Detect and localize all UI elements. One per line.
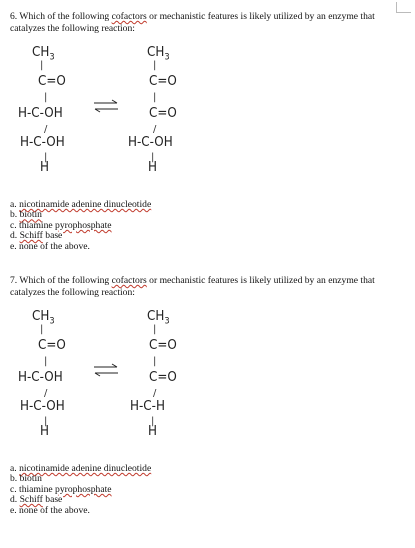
bond: | <box>153 356 157 367</box>
option-b[interactable]: b. biotin <box>10 209 42 221</box>
reactant-h: H <box>40 160 49 175</box>
reactant-hcoh-2: H-C-OH <box>20 399 65 414</box>
question-6-reaction <box>0 42 415 202</box>
option-a[interactable]: a. nicotinamide adenine dinucleotide <box>10 199 152 210</box>
reactant-ch3: $CH_3$ <box>32 309 55 327</box>
product-carbonyl-2: C=O <box>149 106 177 121</box>
option-a[interactable]: a. nicotinamide adenine dinucleotide <box>10 463 152 474</box>
option-c[interactable]: c. thiamine pyrophosphate <box>10 219 112 231</box>
bond: | <box>153 324 157 335</box>
product-hcoh: H-C-OH <box>128 135 173 150</box>
product-carbonyl-1: C=O <box>149 74 177 89</box>
reactant-ch3: $CH_3$ <box>32 45 55 63</box>
bond: / <box>44 388 48 399</box>
reactant-carbonyl: C=O <box>38 338 66 353</box>
option-b[interactable]: b. biotin <box>10 473 42 485</box>
question-7-options <box>10 464 405 516</box>
question-7-reaction <box>0 306 415 466</box>
bond: | <box>44 356 48 367</box>
stem-text: or mechanistic features is likely utilized by an enzyme that catalyzes the following reaction: <box>10 275 375 298</box>
product-carbonyl-1: C=O <box>149 338 177 353</box>
bond: | <box>153 92 157 103</box>
bond: | <box>44 152 48 163</box>
spellcheck-word: cofactors <box>111 275 147 286</box>
product-hch: H-C-H <box>130 399 165 414</box>
bond: | <box>44 416 48 427</box>
bond: / <box>44 124 48 135</box>
stem-text: 6. Which of the following <box>10 11 112 22</box>
equilibrium-arrow-icon <box>93 363 119 377</box>
question-6-stem <box>10 11 405 35</box>
bond: | <box>40 60 44 71</box>
product-h: H <box>148 424 157 439</box>
product-ch3: $CH_3$ <box>147 309 170 327</box>
bond: | <box>151 416 155 427</box>
bond: | <box>151 152 155 163</box>
bond: | <box>153 60 157 71</box>
stem-text: 7. Which of the following <box>10 275 112 286</box>
bond: / <box>153 124 157 135</box>
product-h: H <box>148 160 157 175</box>
option-c[interactable]: c. thiamine pyrophosphate <box>10 483 112 495</box>
bond: / <box>153 388 157 399</box>
option-d[interactable]: d. Schiff base <box>10 494 63 506</box>
option-e[interactable]: e. none of the above. <box>10 504 90 516</box>
reactant-hcoh-2: H-C-OH <box>20 135 65 150</box>
option-e[interactable]: e. none of the above. <box>10 240 90 252</box>
product-ch3: $CH_3$ <box>147 45 170 63</box>
stem-text: or mechanistic features is likely utilized by an enzyme that catalyzes the following reaction: <box>10 11 375 34</box>
option-d[interactable]: d. Schiff base <box>10 230 63 242</box>
reactant-hcoh-1: H-C-OH <box>18 370 63 385</box>
question-6-options <box>10 200 405 252</box>
reactant-hcoh-1: H-C-OH <box>18 106 63 121</box>
bond: | <box>44 92 48 103</box>
question-7-stem <box>10 275 405 299</box>
reactant-h: H <box>40 424 49 439</box>
bond: | <box>40 324 44 335</box>
product-carbonyl-2: C=O <box>149 370 177 385</box>
reactant-carbonyl: C=O <box>38 74 66 89</box>
equilibrium-arrow-icon <box>93 99 119 113</box>
spellcheck-word: cofactors <box>111 11 147 22</box>
